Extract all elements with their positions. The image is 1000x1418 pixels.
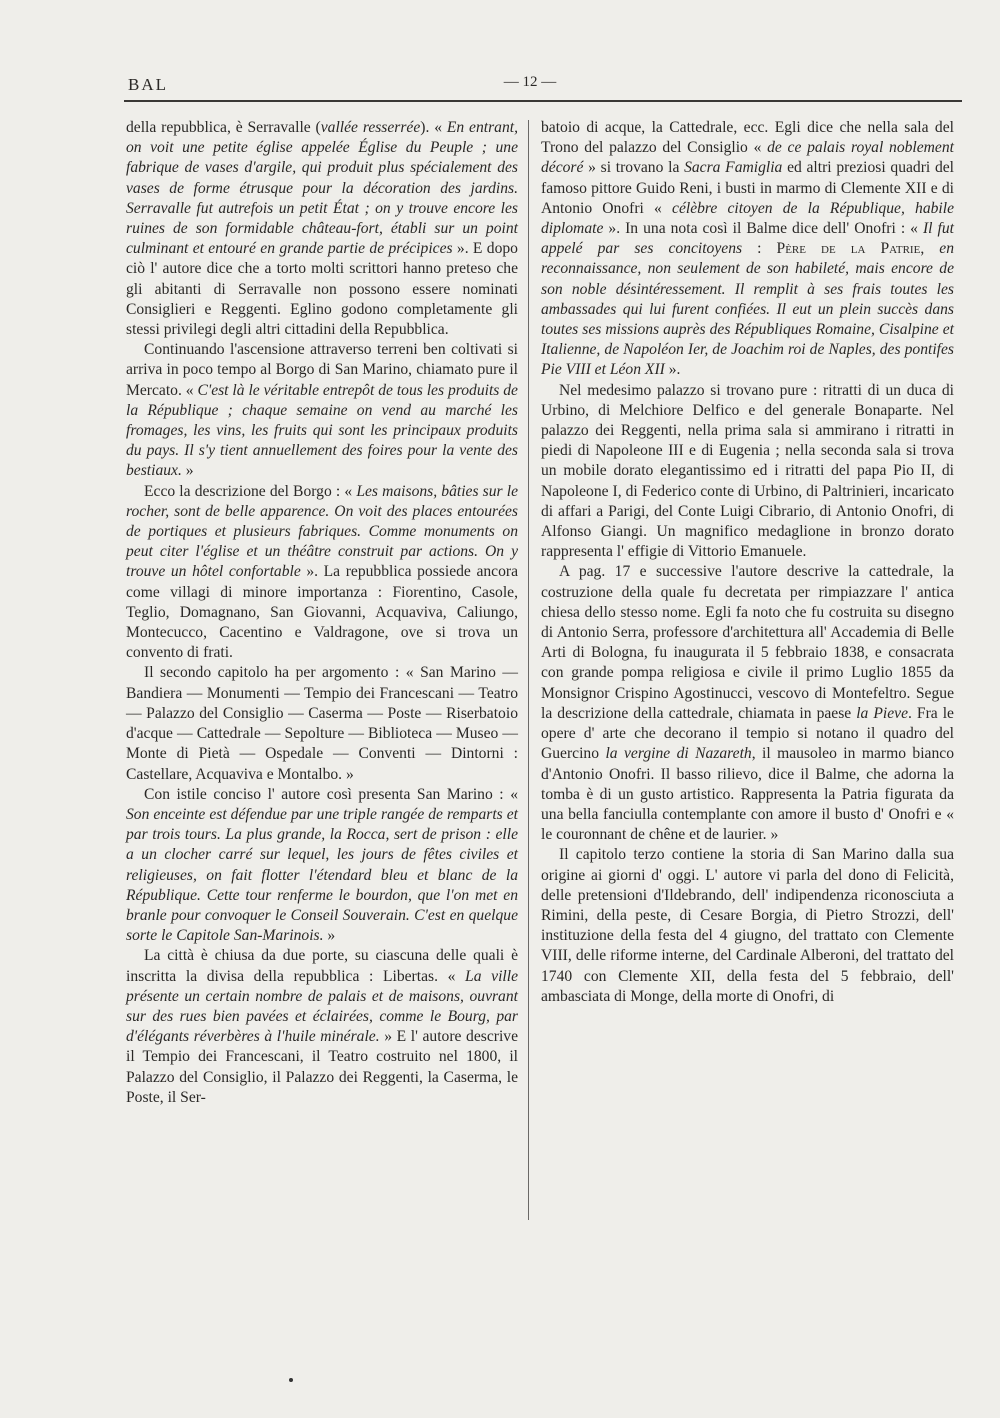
italic-run: Il fut appelé par ses concitoyens	[541, 220, 954, 258]
italic-run: la vergine di Nazareth	[605, 745, 752, 763]
text-run: A pag. 17 e successive l'autore descrive la cattedrale, la costruzione della quale fu decretata per rimpiazzare l' antica chiesa dello stesso nome. Egli fa noto che fu costruita su disegno di Antonio Serra, professore d'architettura all' Accademia di Belle Arti di Bologna, fu inaugurata il 5 febbraio 1838, e consacrata con grande pompa religiosa e civile il primo Luglio 1855 da Monsignor Crispino Agostinucci, vescovo di Montefeltro. Segue la descrizione della cattedrale, chiamata in paese	[541, 563, 954, 722]
text-run: , il mausoleo in marmo bianco d'Antonio Onofri. Il basso rilievo, dice il Balme, che adorna la tomba è di un gusto artistico. Rappresenta la Patria figurata da una bella fanciulla contemplante con amore il busto d' Onofri e « le couronnant de chêne et de laurier. »	[541, 745, 954, 844]
paragraph	[126, 340, 518, 481]
italic-run: célèbre citoyen de la République, habile diplomate	[541, 199, 954, 238]
text-run: ). «	[420, 119, 447, 136]
text-run: »	[181, 462, 194, 480]
text-run: :	[742, 240, 777, 258]
text-run: »	[323, 927, 336, 945]
text-run: Ecco la descrizione del Borgo : «	[144, 482, 357, 500]
ink-speck	[289, 1378, 293, 1382]
text-run: Con istile conciso l' autore così presenta San Marino : «	[144, 785, 518, 803]
italic-run: Les maisons, bâties sur le rocher, sont de belle apparence. On voit des places entourées de portiques et plusieurs fabriques. Comme monuments on peut citer l'église et un théâtre construit par actions. On y trouve un hôtel confortable	[126, 482, 519, 581]
small-caps-run: Père de la Patrie	[776, 240, 921, 258]
text-run: » E l' autore descrive il Tempio dei Francescani, il Teatro costruito nel 1800, il Palazzo del Consiglio, il Palazzo dei Reggenti, la Caserma, le Poste, il Ser-	[126, 1028, 518, 1106]
italic-run: vallée resserrée	[320, 119, 421, 136]
page-number: — 12 —	[503, 74, 557, 90]
italic-run: La ville présente un certain nombre de palais et de maisons, ouvrant sur des rues bien pavées et éclairées, comme le Bourg, par d'élégants réverbères à l'huile minérale.	[126, 967, 518, 1046]
paragraph: Il secondo capitolo ha per argomento : « San Marino — Bandiera — Monumenti — Tempio dei Francescani — Teatro — Palazzo del Consiglio — Caserma — Poste — Riserbatoio d'acque — Cattedrale — Sepolture — Biblioteca — Museo — Monte di Pietà — Ospedale — Conventi — Dintorni : Castellare, Acquaviva e Montalbo. »	[126, 664, 518, 783]
text-run: ed altri preziosi quadri del famoso pittore Guido Reni, i busti in marmo di Clemente XII e di Antonio Onofri «	[541, 159, 954, 217]
paragraph	[541, 562, 954, 845]
text-run: ». La repubblica possiede ancora come villagi di minore importanza : Fiorentino, Casole, Teglio, Domagnano, San Giovanni, Acquaviva, Caliungo, Montecucco, Cacentino e Valdragone, ove si trova un convento di frati.	[126, 563, 518, 662]
italic-run: C'est là le véritable entrepôt de tous les produits de la République ; chaque semaine on vend au marché les fromages, les vins, les fruits qui sont les principaux produits du pays. Il s'y tient annuellement des foires pour la vente des bestiaux.	[126, 381, 518, 480]
italic-run: la Pieve	[856, 704, 908, 722]
column-divider	[528, 120, 529, 1220]
italic-run: Sacra Famiglia	[684, 159, 783, 177]
italic-run: en reconnaissance, non seulement de son habileté, mais encore de son noble désintéressement. Il remplit à ses frais toutes les ambassades qui lui furent confiées. Il eut un plein succès dans toutes ses missions auprès des Républiques Romaine, Cisalpine et Italienne, de Napoléon Ier, de Joachim roi de Naples, des pontifes Pie VIII et Léon XII	[541, 240, 955, 379]
text-run: ».	[664, 361, 681, 379]
text-run: ». E dopo ciò l' autore dice che a torto molti scrittori hanno preteso che gli abitanti di Serravalle non possono essere nominati Consiglieri e Reggenti. Eglino godono completamente gli stessi privilegi degli altri cittadini della Repubblica.	[126, 240, 518, 339]
italic-run: En entrant, on voit une petite église appelée Église du Peuple ; une fabrique de vases d'argile, qui produit plus spécialement des vases de forme étrusque pour la décoration des jardins. Serravalle fut autrefois un petit État ; on y trouve encore les ruines de son formidable château-fort, établi sur un point culminant et entouré en grande partie de précipices	[126, 119, 518, 258]
text-run: della repubblica, è Serravalle (	[126, 119, 321, 136]
paragraph	[126, 946, 518, 1108]
right-column	[541, 118, 954, 1007]
text-run: . Fra le opere d' arte che decorano il tempio si notano il quadro del Guercino	[541, 704, 954, 763]
text-run: La città è chiusa da due porte, su ciascuna delle quali è inscritta la divisa della repubblica : Libertas. «	[126, 947, 518, 985]
header-rule	[124, 100, 962, 102]
text-run: » si trovano la	[583, 159, 685, 177]
left-column	[126, 118, 518, 1108]
paragraph	[126, 118, 518, 340]
paragraph	[126, 482, 518, 664]
text-run: ». In una nota così il Balme dice dell' Onofri : «	[603, 220, 923, 238]
italic-run: Son enceinte est défendue par une triple rangée de remparts et par trois tours. La plus grande, la Rocca, sert de prison : elle a un clocher carré sur lequel, les jours de fêtes civiles et religieuses, on fait flotter l'étendard bleu et blanc de la République. Cette tour renferme le bourdon, que l'on met en branle pour convoquer le Conseil Souverain. C'est en quelque sorte le Capitole San-Marinois.	[126, 805, 518, 945]
text-run: Continuando l'ascensione attraverso terreni ben coltivati si arriva in poco tempo al Borgo di San Marino, chiamato pure il Mercato. «	[126, 341, 518, 399]
italic-run: de ce palais royal noblement décoré	[541, 139, 954, 177]
paragraph: Nel medesimo palazzo si trovano pure : ritratti di un duca di Urbino, di Melchiore Delfico e del generale Bonaparte. Nel palazzo dei Reggenti, nella prima sala si ammirano i ritratti in piedi di Napoleone III e di Eugenia ; nella seconda sala si trova un mobile dorato elegantissimo ed i ritratti del papa Pio II, di Napoleone I, di Federico conte di Urbino, di Paltrinieri, incaricato di affari a Parigi, del Conte Luigi Cibrario, di Antonio Onofri, di Alfonso Giangi. Un magnifico medaglione in bronzo dorato rappresenta l' effigie di Vittorio Emanuele.	[541, 381, 954, 561]
text-run: ,	[920, 240, 940, 258]
paragraph: Il capitolo terzo contiene la storia di San Marino dalla sua origine ai giorni d' oggi. L' autore vi parla del dono di Felicità, delle pretensioni d'Ildebrando, dell' indipendenza riconosciuta a Rimini, della peste, di Cesare Borgia, di Pietro Strozzi, dell' instituzione della festa del 4 giugno, del trattato con Clemente VIII, delle riforme interne, del Cardinale Alberoni, del trattato del 1740 con Clemente XII, della festa del 5 febbraio, dell' ambasciata di Monge, della morte di Onofri, di	[541, 846, 954, 1005]
paragraph	[126, 785, 518, 947]
paragraph	[541, 118, 954, 381]
text-run: batoio di acque, la Cattedrale, ecc. Egli dice che nella sala del Trono del palazzo del Consiglio «	[541, 119, 954, 157]
running-head: BAL	[128, 75, 168, 94]
